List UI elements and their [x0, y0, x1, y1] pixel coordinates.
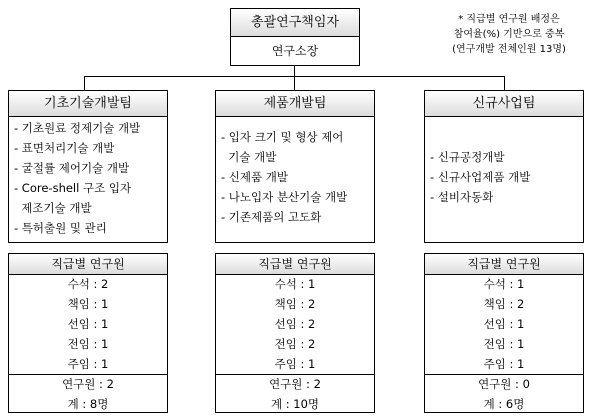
- lab-director-text: 연구소장: [271, 44, 319, 58]
- staff-table-header: [9, 254, 167, 275]
- team-new-business-tasks: [430, 147, 530, 207]
- staff-row: 수석 : 2: [67, 277, 109, 291]
- staff-row: 선임 : 2: [274, 317, 316, 331]
- task-item: - 기초원료 정제기술 개발: [14, 121, 141, 135]
- staff-row: 연구원 : 2: [269, 377, 321, 391]
- staff-row: 주임 : 1: [67, 357, 109, 371]
- staff-table-product-dev: [215, 253, 375, 413]
- team-product-dev: [215, 90, 375, 243]
- chief-researcher-box: [230, 8, 360, 66]
- staff-table-new-business: [424, 253, 584, 413]
- team-new-business-header: [425, 91, 583, 117]
- staff-row: 주임 : 1: [483, 357, 525, 371]
- staff-row: 연구원 : 2: [62, 377, 114, 391]
- task-item: - 특허출원 및 관리: [14, 221, 107, 235]
- staff-row: 책임 : 2: [483, 297, 525, 311]
- task-item: - 입자 크기 및 형상 제어: [221, 130, 344, 144]
- staff-row: 수석 : 1: [483, 277, 525, 291]
- staff-table-title: 직급별 연구원: [51, 257, 125, 271]
- staff-row: 전임 : 1: [483, 337, 525, 351]
- team-basic-tech: [8, 90, 168, 243]
- connector-vertical-left: [84, 76, 85, 91]
- team-basic-tech-tasks: [14, 118, 140, 238]
- staff-total: 계 : 6명: [483, 397, 525, 411]
- staff-row: 전임 : 2: [274, 337, 316, 351]
- staff-total: 계 : 10명: [270, 397, 320, 411]
- connector-vertical-center: [294, 76, 295, 91]
- staff-total: 계 : 8명: [67, 397, 109, 411]
- note-line-1: * 직급별 연구원 배정은: [458, 14, 560, 25]
- team-product-dev-tasks: [221, 127, 347, 227]
- staff-table-header: [425, 254, 583, 275]
- staff-row: 주임 : 1: [274, 357, 316, 371]
- task-item: - 설비자동화: [430, 190, 494, 204]
- task-item: - 신규공정개발: [430, 150, 505, 164]
- lab-director-label: [231, 37, 359, 66]
- staff-table-basic-tech: [8, 253, 168, 413]
- staff-table-title: 직급별 연구원: [258, 257, 332, 271]
- staff-row: 책임 : 1: [67, 297, 109, 311]
- staff-row: 연구원 : 0: [478, 377, 530, 391]
- connector-vertical-top: [294, 66, 295, 76]
- team-product-dev-name: 제품개발팀: [263, 96, 327, 111]
- task-item: 제조기술 개발: [14, 201, 92, 215]
- team-product-dev-header: [216, 91, 374, 117]
- team-new-business: [424, 90, 584, 243]
- task-item: - 굴절률 제어기술 개발: [14, 161, 130, 175]
- staff-row: 전임 : 1: [67, 337, 109, 351]
- task-item: - 신규사업제품 개발: [430, 170, 531, 184]
- task-item: 기술 개발: [221, 150, 277, 164]
- chief-researcher-title-text: 총괄연구책임자: [251, 15, 339, 30]
- note-line-2: 참여율(%) 기반으로 중복: [453, 29, 565, 40]
- team-basic-tech-name: 기초기술개발팀: [44, 96, 132, 111]
- note-line-3: (연구개발 전체인원 13명): [452, 44, 566, 55]
- connector-vertical-right: [504, 76, 505, 91]
- chief-researcher-title: [231, 9, 359, 37]
- staff-row: 책임 : 2: [274, 297, 316, 311]
- team-new-business-name: 신규사업팀: [472, 96, 536, 111]
- staff-row: 수석 : 1: [274, 277, 316, 291]
- task-item: - 표면처리기술 개발: [14, 141, 115, 155]
- staff-row: 선임 : 1: [67, 317, 109, 331]
- staff-row: 선임 : 1: [483, 317, 525, 331]
- staff-table-title: 직급별 연구원: [467, 257, 541, 271]
- staff-table-header: [216, 254, 374, 275]
- task-item: - 신제품 개발: [221, 170, 289, 184]
- task-item: - 나노입자 분산기술 개발: [221, 190, 348, 204]
- team-basic-tech-header: [9, 91, 167, 117]
- task-item: - 기존제품의 고도화: [221, 210, 322, 224]
- staffing-note: [424, 12, 594, 57]
- task-item: - Core-shell 구조 입자: [14, 181, 132, 195]
